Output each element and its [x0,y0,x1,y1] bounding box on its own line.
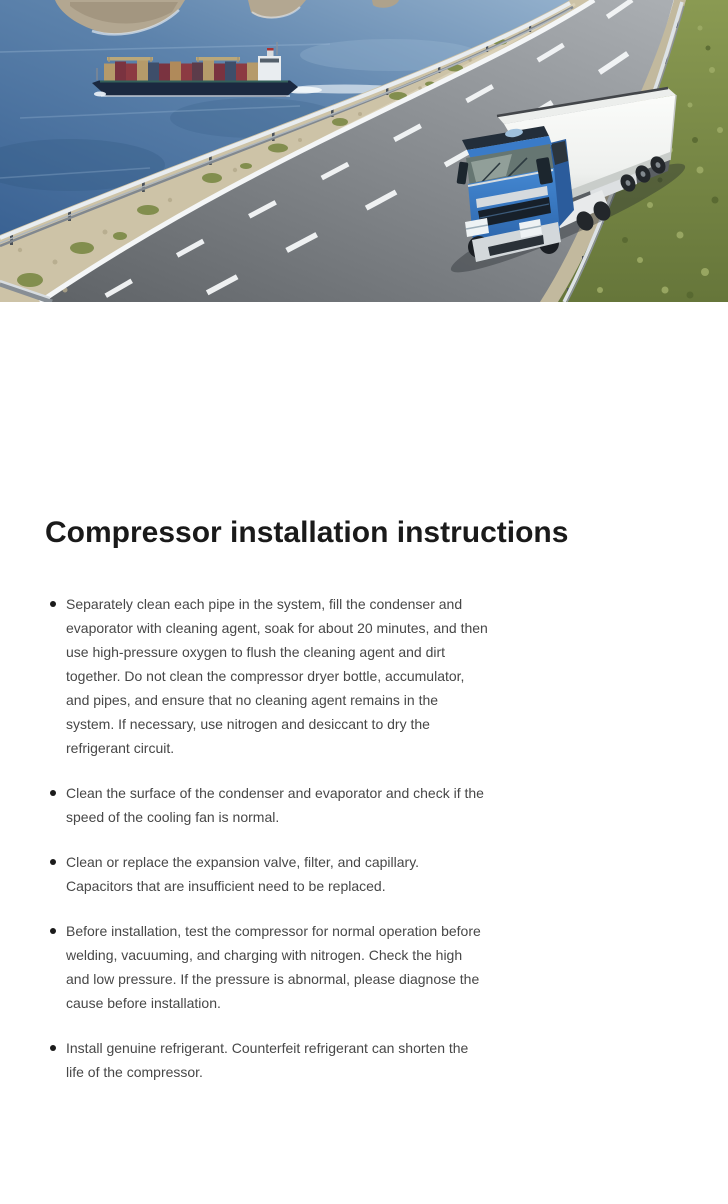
instruction-item: Clean the surface of the condenser and evaporator and check if the speed of the cooling fan is normal. [45,781,488,829]
instruction-item: Separately clean each pipe in the system, fill the condenser and evaporator with cleaning agent, soak for about 20 minutes, and then use high-pressure oxygen to flush the cleaning agent and dirt together. Do not clean the compressor dryer bottle, accumulator, and pipes, and ensure that no cleaning agent remains in the system. If necessary, use nitrogen and desiccant to dry the refrigerant circuit. [45,592,488,760]
article [0,302,728,1084]
page-title: Compressor installation instructions [45,516,569,549]
hero-image [0,0,728,302]
instruction-item: Before installation, test the compressor for normal operation before welding, vacuuming, and charging with nitrogen. Check the high and low pressure. If the pressure is abnormal, please diagnose the cause before installation. [45,919,488,1015]
instruction-list [45,592,488,1084]
instruction-item: Clean or replace the expansion valve, filter, and capillary. Capacitors that are insufficient need to be replaced. [45,850,488,898]
instruction-item: Install genuine refrigerant. Counterfeit refrigerant can shorten the life of the compressor. [45,1036,488,1084]
